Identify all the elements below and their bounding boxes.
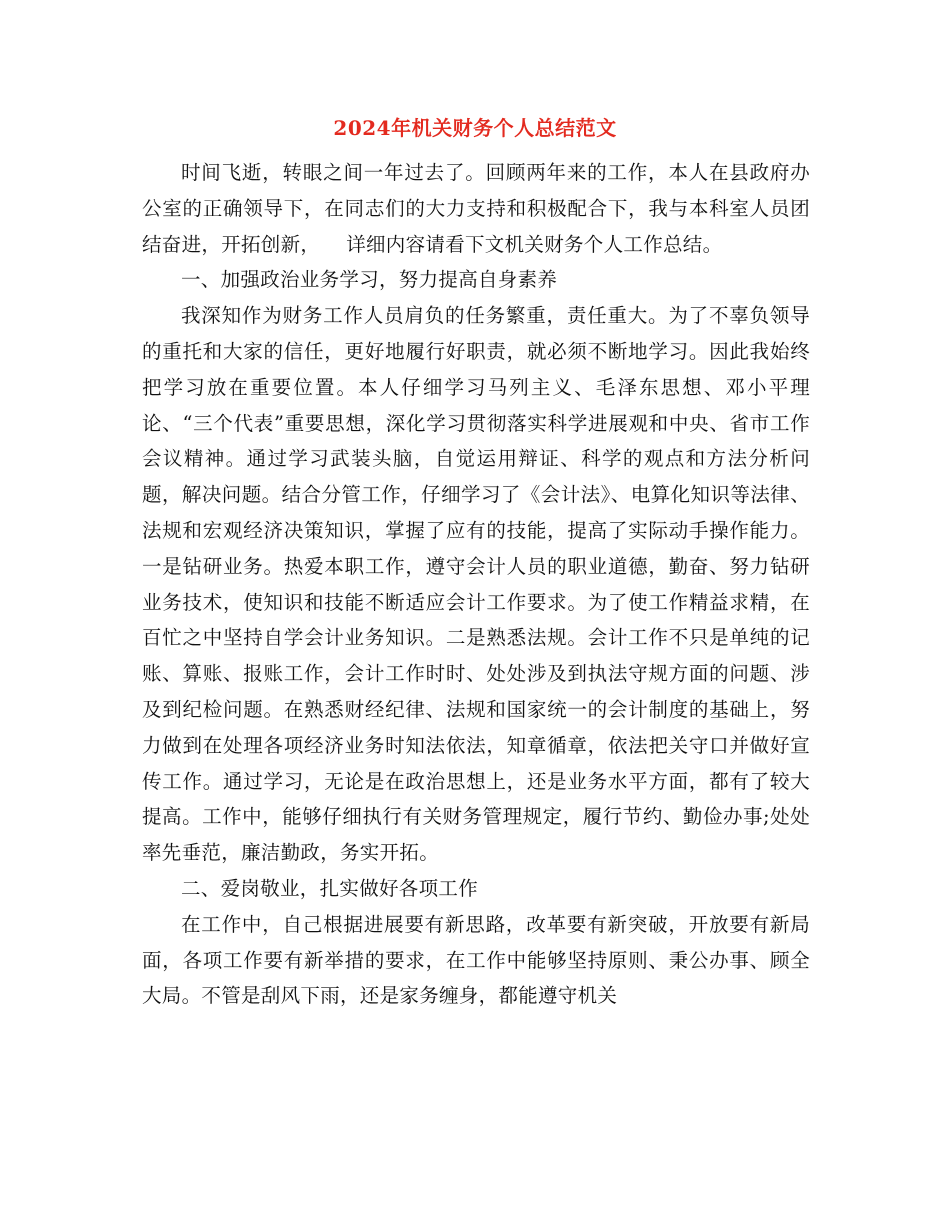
document-title: 2024年机关财务个人总结范文 — [333, 116, 617, 140]
section-1-paragraph: 我深知作为财务工作人员肩负的任务繁重，责任重大。为了不辜负领导的重托和大家的信任，更好地履行好职责，就必须不断地学习。因此我始终把学习放在重要位置。本人仔细学习马列主义、毛泽东思想、邓小平理论、“三个代表”重要思想，深化学习贯彻落实科学进展观和中央、省市工作会议精神。通过学习武装头脑，自觉运用辩证、科学的观点和方法分析问题，解决问题。结合分管工作，仔细学习了《会计法》、电算化知识等法律、法规和宏观经济决策知识，掌握了应有的技能，提高了实际动手操作能力。一是钻研业务。热爱本职工作，遵守会计人员的职业道德，勤奋、努力钻研业务技术，使知识和技能不断适应会计工作要求。为了使工作精益求精，在百忙之中坚持自学会计业务知识。二是熟悉法规。会计工作不只是单纯的记账、算账、报账工作，会计工作时时、处处涉及到执法守规方面的问题、涉及到纪检问题。在熟悉财经纪律、法规和国家统一的会计制度的基础上，努力做到在处理各项经济业务时知法依法，知章循章，依法把关守口并做好宣传工作。通过学习，无论是在政治思想上，还是业务水平方面，都有了较大提高。工作中，能够仔细执行有关财务管理规定，履行节约、勤俭办事;处处率先垂范，廉洁勤政，务实开拓。 — [142, 304, 810, 865]
intro-paragraph: 时间飞逝，转眼之间一年过去了。回顾两年来的工作，本人在县政府办公室的正确领导下，在同志们的大力支持和积极配合下，我与本科室人员团结奋进，开拓创新， 详细内容请看下文机关财务个人工作总结。 — [142, 161, 810, 256]
section-heading-2: 二、爱岗敬业，扎实做好各项工作 — [181, 876, 479, 900]
section-2-paragraph: 在工作中，自己根据进展要有新思路，改革要有新突破，开放要有新局面，各项工作要有新举措的要求，在工作中能够坚持原则、秉公办事、顾全大局。不管是刮风下雨，还是家务缠身，都能遵守机关 — [142, 912, 810, 1008]
section-heading-1: 一、加强政治业务学习，努力提高自身素养 — [181, 268, 558, 292]
document-body — [142, 155, 810, 1014]
